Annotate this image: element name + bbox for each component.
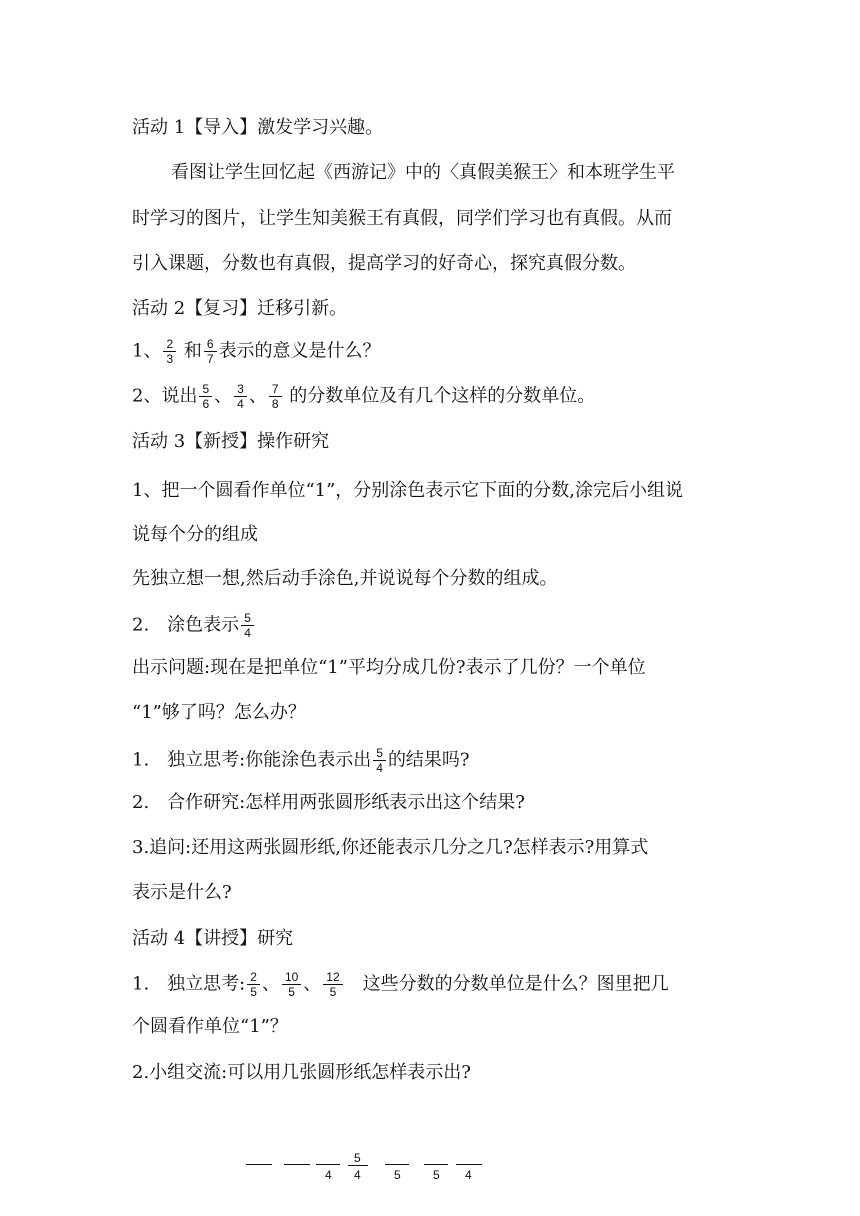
fraction-denominator: 4	[465, 1168, 472, 1182]
separator: 、	[248, 385, 267, 407]
question-text: 表示的意义是什么？	[218, 340, 381, 362]
think-line-2	[132, 970, 669, 999]
fraction-6-7: $\frac{6}{7}$	[204, 337, 217, 366]
fraction-7-8: $\frac{7}{8}$	[269, 382, 282, 411]
fraction-denominator: 5	[433, 1168, 440, 1182]
problem-line: 出示问题:现在是把单位“1”平均分成几份?表示了几份？一个单位	[132, 657, 646, 678]
paragraph-line: 看图让学生回忆起《西游记》中的〈真假美猴王〉和本班学生平	[171, 162, 675, 183]
fraction-5-6: $\frac{5}{6}$	[199, 382, 212, 411]
paragraph-line: 时学习的图片，让学生知美猴王有真假，同学们学习也有真假。从而	[132, 208, 672, 229]
instruction-line: 先独立想一想,然后动手涂色,并说说每个分数的组成。	[132, 568, 558, 589]
fraction-denominator: 4	[325, 1168, 332, 1182]
fraction-2-3: $\frac{2}{3}$	[163, 337, 176, 366]
activity-3-heading: 活动 3【新授】操作研究	[132, 431, 330, 452]
fraction-numerator: 5	[354, 1151, 361, 1165]
fraction-bar	[385, 1164, 409, 1165]
discuss-line: 2.小组交流:可以用几张圆形纸怎样表示出?	[132, 1062, 471, 1083]
question-2	[132, 382, 595, 411]
followup-line: 表示是什么?	[132, 882, 232, 903]
activity-2-heading: 活动 2【复习】迁移引新。	[132, 298, 348, 319]
step-text: 1. 独立思考:	[132, 973, 246, 995]
separator: 、	[303, 973, 322, 995]
fraction-denominator: 4	[354, 1168, 361, 1182]
fraction-bar	[246, 1164, 272, 1165]
question-text: 的分数单位及有几个这样的分数单位。	[289, 385, 596, 407]
fraction-3-4: $\frac{3}{4}$	[234, 382, 247, 411]
fraction-10-5: $\frac{10}{5}$	[282, 970, 301, 999]
fraction-bar	[316, 1164, 340, 1165]
separator: 、	[261, 973, 280, 995]
activity-1-heading: 活动 1【导入】激发学习兴趣。	[132, 117, 384, 138]
problem-line: “1”够了吗？怎么办？	[132, 702, 306, 723]
step-1-line: 说每个分的组成	[132, 524, 258, 545]
question-prefix: 1、	[132, 340, 162, 362]
question-prefix: 2、说出	[132, 385, 198, 407]
question-1	[132, 337, 381, 366]
fraction-5-4: $\frac{5}{4}$	[373, 746, 386, 775]
step-text: 这些分数的分数单位是什么？图里把几	[344, 973, 669, 995]
question-text: 和	[183, 340, 202, 362]
separator: 、	[214, 385, 233, 407]
step-text: 的结果吗?	[387, 749, 470, 771]
fraction-bar	[424, 1164, 448, 1165]
paragraph-line: 引入课题，分数也有真假，提高学习的好奇心，探究真假分数。	[132, 253, 636, 274]
step-text: 1. 独立思考:你能涂色表示出	[132, 749, 372, 771]
fraction-12-5: $\frac{12}{5}$	[323, 970, 342, 999]
activity-4-heading: 活动 4【讲授】研究	[132, 928, 294, 949]
fraction-denominator: 5	[394, 1168, 401, 1182]
fraction-bar	[284, 1164, 310, 1165]
fraction-bar	[456, 1164, 482, 1165]
think-line-2b: 个圆看作单位“1”？	[132, 1016, 288, 1037]
fraction-2-5: $\frac{2}{5}$	[247, 970, 260, 999]
think-line	[132, 746, 470, 775]
step-1-line: 1、把一个圆看作单位“1”，分别涂色表示它下面的分数,涂完后小组说	[132, 480, 684, 501]
step-text: 2. 涂色表示	[132, 614, 240, 636]
cooperate-line: 2. 合作研究:怎样用两张圆形纸表示出这个结果?	[132, 792, 525, 813]
fraction-5-4: $\frac{5}{4}$	[241, 611, 254, 640]
step-2-line	[132, 611, 256, 640]
fraction-bar	[348, 1165, 368, 1166]
followup-line: 3.追问:还用这两张圆形纸,你还能表示几分之几?怎样表示?用算式	[132, 837, 649, 858]
